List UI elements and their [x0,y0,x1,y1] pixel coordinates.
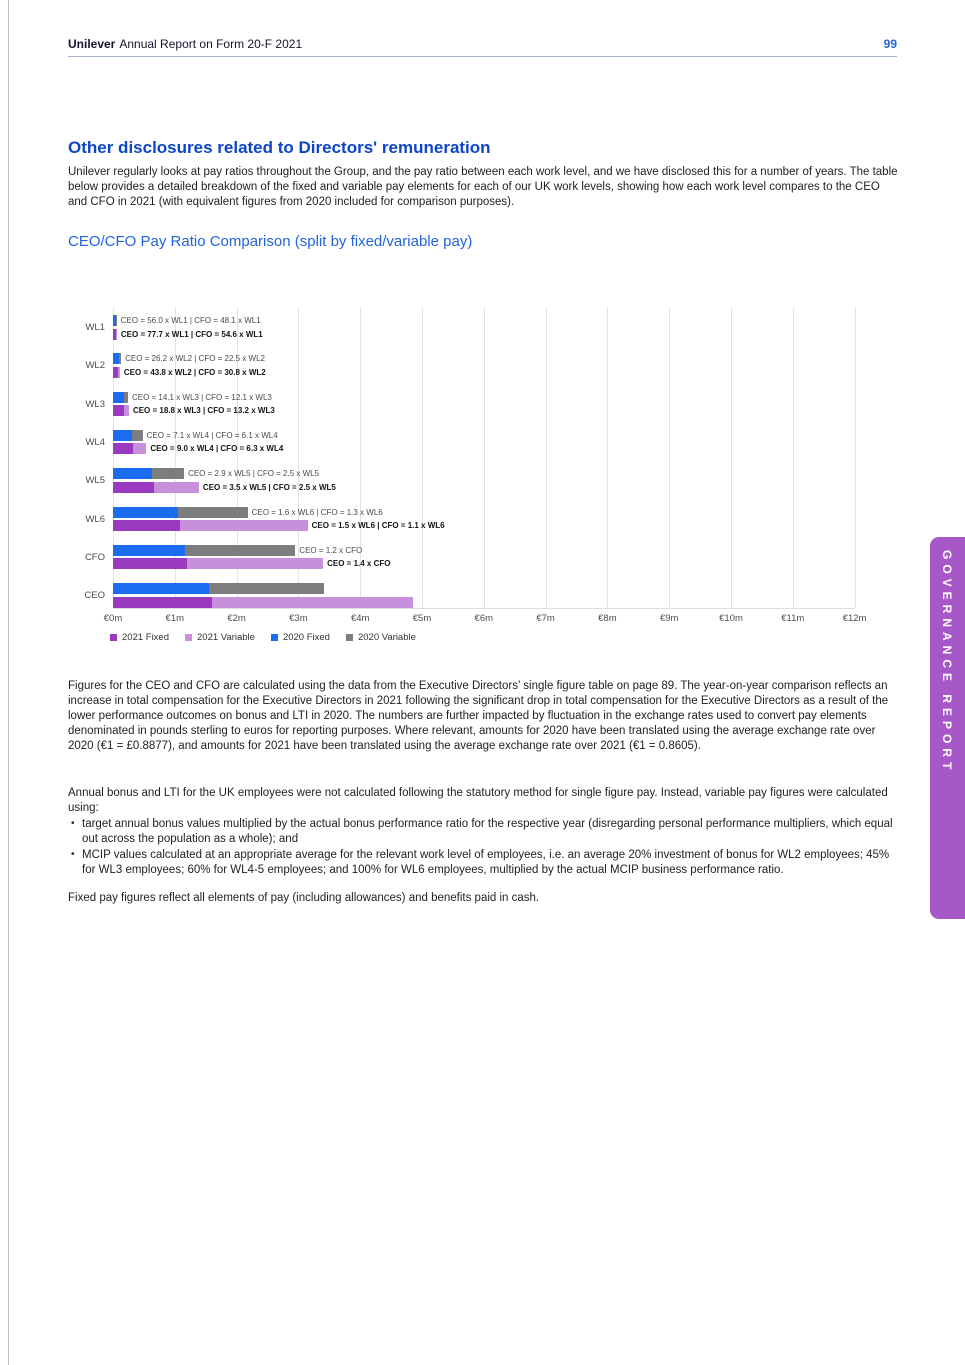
bar-fixed [113,468,152,479]
bar-variable [124,392,128,403]
bar-fixed [113,583,209,594]
pay-ratio-chart-plot [68,302,878,608]
x-axis-tick: €10m [719,613,743,624]
legend-item [346,632,416,643]
bar-variable [178,507,248,518]
intro-paragraph: Unilever regularly looks at pay ratios throughout the Group, and the pay ratio between each work level, and we have disclosed this for a number of years. The table below provides a detailed breakdown of the fixed and variable pay elements for each of our UK work levels, showing how each work level compares to the CEO and CFO in 2021 (with equivalent figures from 2020 included for comparison purposes). [68,166,898,208]
page-number: 99 [883,37,897,51]
page-header [68,37,897,51]
bullet-icon: • [71,817,75,829]
x-axis-tick: €8m [598,613,617,624]
bar-variable [154,482,199,493]
x-axis-tick: €7m [536,613,555,624]
header-title-group [68,37,302,51]
legend-item [110,632,169,643]
category-label: WL4 [85,436,105,448]
category-label: WL6 [85,513,105,525]
legend-item [271,632,330,643]
x-axis-tick: €4m [350,613,370,624]
bar-variable [133,443,146,454]
chart-legend [110,632,416,643]
legend-swatch-icon [271,634,278,641]
bar-label-2020: CEO = 1.6 x WL6 | CFO = 1.3 x WL6 [251,507,383,517]
bar-variable [185,545,295,556]
bar-variable [180,520,307,531]
after-chart-paragraph: Figures for the CEO and CFO are calculated using the data from the Executive Directors’ single figure table on page 89. The year-on-year comparison reflects an increase in total compensation for the Executive Directors in 2021 following the significant drop in total compensation for the Executive Directors as a result of the lower performance outcomes on bonus and LTI in 2020. The numbers are further impacted by fluctuation in the exchange rates used to convert pay elements denominated in pounds sterling to euros for reporting purposes. Where relevant, amounts for 2020 have been translated using the average exchange rate over 2020 (€1 = £0.8877), and amounts for 2021 have been translated using the average exchange rate over 2021 (€1 = 0.8605). [68,680,889,752]
fixed-pay-note: Fixed pay figures reflect all elements of pay (including allowances) and benefits paid in cash. [68,892,540,904]
gridline [484,307,485,608]
bar-label-2021: CEO = 43.8 x WL2 | CFO = 30.8 x WL2 [123,367,266,377]
brand-name: Unilever [68,37,116,51]
bullet-icon: • [71,848,75,860]
chart-title: CEO/CFO Pay Ratio Comparison (split by fixed/variable pay) [68,233,473,250]
gridline [793,307,794,608]
bar-label-2021: CEO = 3.5 x WL5 | CFO = 2.5 x WL5 [202,482,336,492]
x-axis-tick: €2m [227,613,246,624]
legend-item [185,632,255,643]
bar-fixed [113,545,185,556]
bar-label-2020: CEO = 7.1 x WL4 | CFO = 6.1 x WL4 [146,430,278,440]
bar-variable [119,353,121,364]
bullet-item [68,817,902,847]
bar-label-2021: CEO = 77.7 x WL1 | CFO = 54.6 x WL1 [120,329,263,339]
bar-fixed [113,597,212,608]
gridline [546,307,547,608]
legend-label: 2020 Fixed [282,632,330,643]
bar-variable [152,468,184,479]
section-heading: Other disclosures related to Directors' remuneration [68,138,491,157]
bullet-item [68,848,902,878]
x-axis-tick: €9m [659,613,679,624]
bar-variable [209,583,325,594]
x-axis-tick: €12m [842,613,867,624]
gridline [607,307,608,608]
bar-fixed [113,507,178,518]
x-axis [68,613,900,626]
bar-label-2021: CEO = 1.4 x CFO [327,559,391,569]
category-label: WL5 [85,475,105,487]
legend-label: 2021 Variable [197,632,255,643]
bar-label-2021: CEO = 18.8 x WL3 | CFO = 13.2 x WL3 [132,406,275,416]
gridline [731,307,732,608]
category-label: WL3 [85,398,105,410]
legend-label: 2020 Variable [357,632,416,643]
bar-variable [212,597,413,608]
gridline [855,307,856,608]
legend-swatch-icon [185,634,192,641]
page-edge-line [8,0,9,1365]
x-axis-tick: €3m [289,613,308,624]
bar-label-2021: CEO = 1.5 x WL6 | CFO = 1.1 x WL6 [311,521,445,530]
category-label: WL1 [85,322,105,333]
bar-fixed [113,558,187,569]
report-title: Annual Report on Form 20-F 2021 [119,37,303,51]
bar-variable [187,558,323,569]
bar-variable [118,367,120,378]
bar-fixed [113,392,124,403]
bar-label-2020: CEO = 2.9 x WL5 | CFO = 2.5 x WL5 [188,469,320,479]
x-axis-tick: €0m [103,613,123,624]
bar-label-2020: CEO = 56.0 x WL1 | CFO = 48.1 x WL1 [120,316,261,325]
gridline [669,307,670,608]
bar-label-2020: CEO = 1.2 x CFO [299,545,363,555]
legend-swatch-icon [110,634,117,641]
bullet-text: MCIP values calculated at an appropriate average for the relevant work level of employees, i.e. an average 20% investment of bonus for WL2 employees; 45% for WL3 employees; 60% for WL4-5 employees; and 100% for WL6 employees, multiplied by the actual MCIP business performance ratio. [82,848,890,876]
legend-swatch-icon [346,634,353,641]
x-axis-baseline [113,608,855,609]
variable-pay-block [68,786,902,877]
x-axis-tick: €1m [165,613,185,624]
header-divider [68,56,897,57]
bar-fixed [113,443,133,454]
bullet-text: target annual bonus values multiplied by the actual bonus performance ratio for the respective year (disregarding personal performance multipliers, which equal out across the population as a whole); and [82,817,893,845]
bar-label-2020: CEO = 26.2 x WL2 | CFO = 22.5 x WL2 [125,354,266,364]
bar-label-2020: CEO = 14.1 x WL3 | CFO = 12.1 x WL3 [131,392,272,402]
category-label: CFO [84,551,105,563]
bar-fixed [113,405,124,416]
legend-label: 2021 Fixed [122,632,170,643]
bar-label-2021: CEO = 9.0 x WL4 | CFO = 6.3 x WL4 [150,444,284,454]
gridline [422,307,423,608]
bar-fixed [113,520,180,531]
governance-report-tab [930,537,965,919]
variable-pay-intro: Annual bonus and LTI for the UK employees were not calculated following the statutory method for single figure pay. Instead, variable pay figures were calculated using: [68,787,888,814]
category-label: CEO [84,590,105,602]
x-axis-tick: €6m [474,613,494,624]
bar-variable [124,405,129,416]
x-axis-tick: €11m [781,613,805,624]
bar-variable [132,430,143,441]
category-label: WL2 [85,360,105,372]
bar-fixed [113,430,132,441]
governance-report-tab-label: GOVERNANCE REPORT [940,550,954,775]
pay-ratio-chart [68,302,900,654]
x-axis-tick: €5m [412,613,432,624]
bar-fixed [113,482,154,493]
